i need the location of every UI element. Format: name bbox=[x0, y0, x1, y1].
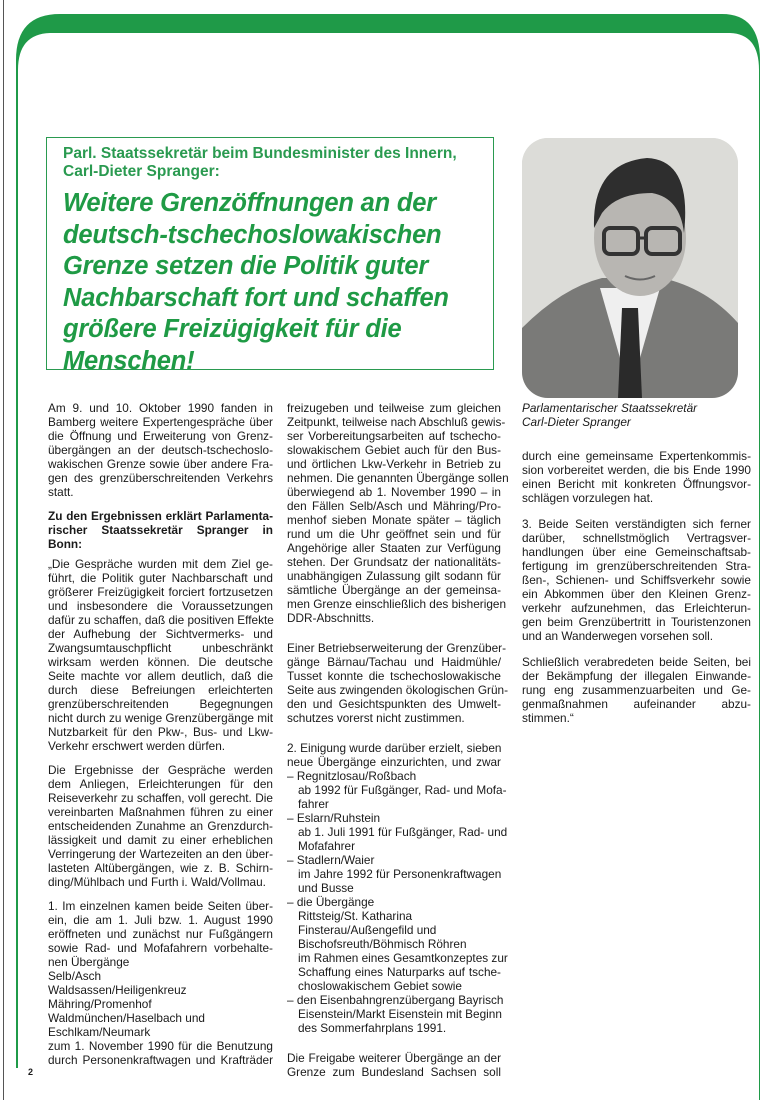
list-item bbox=[287, 811, 508, 853]
text-line: Waldmünchen/Haselbach und bbox=[48, 1011, 205, 1025]
text-line: gen beim Grenzübertritt in Touristenzonen bbox=[522, 615, 751, 629]
text-line: unabhängigen Zulassung gilt sodann für bbox=[287, 569, 501, 583]
list-block bbox=[287, 741, 508, 1035]
paragraph bbox=[48, 763, 273, 889]
text-line: Seite machte vor allem deutlich, daß die bbox=[48, 669, 273, 683]
text-line: und örtlichen Lkw-Verkehr in Betrieb zu bbox=[287, 457, 501, 471]
text-line: fertigung im grenzüberschreitenden Stra- bbox=[522, 559, 751, 573]
text-line: – den Eisenbahngrenzübergang Bayrisch bbox=[287, 993, 504, 1007]
headline-line: Menschen! bbox=[63, 346, 195, 375]
text-line: Schließlich verabredeten beide Seiten, bei bbox=[522, 655, 751, 669]
headline-line: Weitere Grenzöffnungen an der bbox=[63, 189, 436, 217]
text-line: im Jahre 1992 für Personenkraftwagen bbox=[298, 867, 502, 881]
text-line: durch Personenkraftwagen und Krafträder bbox=[48, 1053, 273, 1067]
text-line: „Die Gespräche wurden mit dem Ziel ge- bbox=[48, 557, 273, 571]
text-line: statt. bbox=[48, 485, 74, 499]
headline-line: deutsch-tschechoslowakischen bbox=[63, 220, 442, 249]
text-line: lässigkeit und damit zu einer erheblichen bbox=[48, 833, 273, 847]
text-line: Einer Betriebserweiterung der Grenzüber- bbox=[287, 641, 507, 655]
photo-caption bbox=[522, 401, 751, 429]
text-line: wirksam werden können. Die deutsche bbox=[48, 655, 273, 669]
headline-line: Nachbarschaft fort und schaffen bbox=[63, 283, 449, 312]
text-line: Eisenstein/Markt Eisenstein mit Beginn bbox=[298, 1007, 502, 1021]
text-line: rischer Staatssekretär Spranger in bbox=[48, 523, 273, 537]
text-line: dafür zu schaffen, daß die positiven Effekte bbox=[48, 613, 274, 627]
text-line: Bischofsreuth/Böhmisch Röhren bbox=[298, 937, 467, 951]
text-line: Eschlkam/Neumark bbox=[48, 1025, 151, 1039]
list-item bbox=[287, 895, 508, 993]
text-line: vereinbarten Maßnahmen führen zu einer bbox=[48, 805, 273, 819]
paragraph bbox=[522, 449, 751, 505]
text-line: DDR-Abschnitts. bbox=[287, 611, 375, 625]
text-line: gen des grenzüberschreitenden Verkehrs bbox=[48, 471, 273, 485]
text-line: rund um die Uhr geöffnet sein und für bbox=[287, 527, 501, 541]
text-line: 3. Beide Seiten verständigten sich ferner bbox=[522, 517, 751, 531]
text-line: 2. Einigung wurde darüber erzielt, sieben bbox=[287, 741, 502, 755]
text-line: fahrer bbox=[298, 797, 329, 811]
text-line: der Bekämpfung der illegalen Einwande- bbox=[522, 669, 751, 683]
text-line: ab 1. Juli 1991 für Fußgänger, Rad- und bbox=[298, 825, 508, 839]
text-line: Verkehr erschwert werden dürfen. bbox=[48, 739, 226, 753]
list-item bbox=[287, 993, 504, 1035]
text-line: übergängen an der deutsch-tschechoslo- bbox=[48, 443, 273, 457]
text-line: – Eslarn/Ruhstein bbox=[287, 811, 381, 825]
text-line: choslowakischem Gebiet sowie bbox=[298, 979, 462, 993]
text-line: Schaffung eines Naturparks auf tsche- bbox=[298, 965, 501, 979]
text-line: den und Gesichtspunkten des Umwelt- bbox=[287, 697, 501, 711]
text-line: durch diese Befreiungen erleichterten bbox=[48, 683, 273, 697]
text-line: eröffneten und zunächst nur Fußgängern bbox=[48, 927, 273, 941]
text-line: dem Anliegen, Erleichterungen für den bbox=[48, 777, 273, 791]
paragraph bbox=[48, 401, 273, 499]
text-line: Bamberg weitere Expertengespräche über bbox=[48, 415, 273, 429]
caption-line: Carl-Dieter Spranger bbox=[522, 415, 631, 429]
text-line: grenzüberschreitenden Begegnungen bbox=[48, 697, 273, 711]
text-line: Die Freigabe weiterer Übergänge an der bbox=[287, 1051, 501, 1065]
text-line: Verringerung der Wartezeiten an den über- bbox=[48, 847, 273, 861]
subtitle-line: Carl-Dieter Spranger: bbox=[63, 163, 220, 180]
text-line: ab 1992 für Fußgänger, Rad- und Mofa- bbox=[298, 783, 507, 797]
paragraph bbox=[48, 899, 273, 1067]
text-line: und insbesondere die Voraussetzungen bbox=[48, 599, 273, 613]
header-subtitle bbox=[63, 145, 457, 181]
text-line: rung eng zusammenzuarbeiten und Ge- bbox=[522, 683, 751, 697]
text-line: Grenze zum Bundesland Sachsen soll bbox=[287, 1065, 501, 1079]
text-line: ein Abkommen über den Kleinen Grenz- bbox=[522, 587, 751, 601]
text-line: und an Wanderwegen vorsehen soll. bbox=[522, 629, 714, 643]
text-line: Rittsteig/St. Katharina bbox=[298, 909, 413, 923]
text-line: – Regnitzlosau/Roßbach bbox=[287, 769, 417, 783]
text-line: der Aufhebung der Sichtvermerks- und bbox=[48, 627, 273, 641]
subtitle-line: Parl. Staatssekretär beim Bundesminister des Innern, bbox=[63, 145, 457, 162]
text-line: ßen-, Schienen- und Schiffsverkehr sowie bbox=[522, 573, 751, 587]
text-line: nicht durch zu wenige Grenzübergänge mit bbox=[48, 711, 273, 725]
text-line: sion vorbereitet werden, die bis Ende 1990 bbox=[522, 463, 751, 477]
portrait-photo bbox=[522, 138, 738, 398]
text-line: 1. Im einzelnen kamen beide Seiten über- bbox=[48, 899, 273, 913]
text-line: schutzes vorerst nicht zustimmen. bbox=[287, 711, 465, 725]
text-line: – die Übergänge bbox=[287, 895, 375, 909]
text-line: Zu den Ergebnissen erklärt Parlamenta- bbox=[48, 509, 273, 523]
text-line: darüber, schnellstmöglich Vertragsver- bbox=[522, 531, 751, 545]
text-line: entscheidenden Zunahme an Grenzdurch- bbox=[48, 819, 273, 833]
text-line: führt, die Politik guter Nachbarschaft und bbox=[48, 571, 273, 585]
text-line: lasteten Altübergängen, wie z. B. Schirn- bbox=[48, 861, 273, 875]
text-line: neue Übergänge einzurichten, und zwar bbox=[287, 755, 501, 769]
headline-line: größere Freizügigkeit für die bbox=[63, 315, 402, 344]
text-line: Waldsassen/Heiligenkreuz bbox=[48, 983, 187, 997]
text-line: sämtliche Übergänge an der gemeinsa- bbox=[287, 583, 501, 597]
column-2 bbox=[287, 401, 509, 1095]
text-line: im Rahmen eines Gesamtkonzeptes zur bbox=[298, 951, 508, 965]
paragraph bbox=[48, 557, 273, 753]
text-line: slowakischem Gebiet auch für den Bus- bbox=[287, 443, 501, 457]
headline-line: Grenze setzen die Politik guter bbox=[63, 252, 429, 281]
paragraph bbox=[287, 401, 509, 625]
paragraph bbox=[287, 641, 509, 725]
text-line: freizugeben und teilweise zum gleichen bbox=[287, 401, 501, 415]
text-line: des Sommerfahrplans 1991. bbox=[298, 1021, 447, 1035]
paragraph bbox=[522, 655, 751, 725]
text-line: den Fällen Selb/Asch und Mähring/Pro- bbox=[287, 499, 501, 513]
text-line: Nutzbarkeit für den Pkw-, Bus- und Lkw- bbox=[48, 725, 273, 739]
text-line: Selb/Asch bbox=[48, 969, 102, 983]
text-line: größerer Freizügigkeit forciert fortzusetzen bbox=[48, 585, 273, 599]
text-line: verkehr aufzunehmen, das Erleichterun- bbox=[522, 601, 751, 615]
list-item bbox=[287, 769, 507, 811]
text-line: durch eine gemeinsame Expertenkommis- bbox=[522, 449, 751, 463]
text-line: Finsterau/Außengefild und bbox=[298, 923, 437, 937]
text-line: nehmen. Die genannten Übergänge sollen bbox=[287, 471, 509, 485]
text-line: stehen. Der Grundsatz der nationalitäts- bbox=[287, 555, 501, 569]
text-line: einen Bericht mit konkreten Öffnungsvor- bbox=[522, 477, 751, 491]
paragraph bbox=[287, 1051, 501, 1079]
text-line: zum 1. November 1990 für die Benutzung bbox=[48, 1039, 273, 1053]
text-line: Die Ergebnisse der Gespräche werden bbox=[48, 763, 273, 777]
text-line: ser Vorbereitungsarbeiten auf tschecho- bbox=[287, 429, 501, 443]
page-number: 2 bbox=[28, 1067, 34, 1077]
headline-box bbox=[46, 137, 494, 375]
text-line: sowie Rad- und Mofafahrern vorbehalte- bbox=[48, 941, 273, 955]
text-line: – Stadlern/Waier bbox=[287, 853, 375, 867]
text-line: schlägen vorzulegen hat. bbox=[522, 491, 654, 505]
text-line: Zeitpunkt, teilweise nach Abschluß gewis- bbox=[287, 415, 506, 429]
text-line: Reiseverkehr zu schaffen, voll gerecht. Die bbox=[48, 791, 273, 805]
text-line: die Öffnung und Erweiterung von Grenz- bbox=[48, 429, 273, 443]
column-1 bbox=[48, 401, 273, 1077]
text-line: Tusset konnte die tschechoslowakische bbox=[287, 669, 501, 683]
text-line: ein, die am 1. Juli bzw. 1. August 1990 bbox=[48, 913, 273, 927]
text-line: Bonn: bbox=[48, 537, 83, 551]
text-line: ding/Mühlbach und Furth i. Wald/Vollmau. bbox=[48, 875, 266, 889]
caption-line: Parlamentarischer Staatssekretär bbox=[522, 401, 698, 415]
text-line: men Grenze einschließlich des bisherigen bbox=[287, 597, 507, 611]
text-line: Seite aus zwingenden ökologischen Grün- bbox=[287, 683, 509, 697]
text-line: handlungen über eine Gemeinschaftsab- bbox=[522, 545, 751, 559]
text-line: Am 9. und 10. Oktober 1990 fanden in bbox=[48, 401, 273, 415]
text-line: Mähring/Promenhof bbox=[48, 997, 152, 1011]
text-line: Zwangsumtauschpflicht unbeschränkt bbox=[48, 641, 273, 655]
headline bbox=[63, 188, 449, 378]
text-line: überwiegend ab 1. November 1990 – in bbox=[287, 485, 501, 499]
text-line: gänge Bärnau/Tachau und Haidmühle/ bbox=[287, 655, 501, 669]
text-line: stimmen.“ bbox=[522, 711, 574, 725]
text-line: wakischen Grenze sowie über andere Fra- bbox=[48, 457, 273, 471]
section-heading bbox=[48, 509, 273, 551]
text-line: menhof sieben Monate später – täglich bbox=[287, 513, 501, 527]
column-3 bbox=[522, 401, 751, 737]
text-line: nen Übergänge bbox=[48, 955, 130, 969]
text-line: und Busse bbox=[298, 881, 354, 895]
text-line: Angehörige aller Staaten zur Verfügung bbox=[287, 541, 501, 555]
text-line: genmaßnahmen aufeinander abzu- bbox=[522, 697, 751, 711]
text-line: Mofafahrer bbox=[298, 839, 356, 853]
list-item bbox=[287, 853, 501, 895]
paragraph bbox=[522, 517, 751, 643]
